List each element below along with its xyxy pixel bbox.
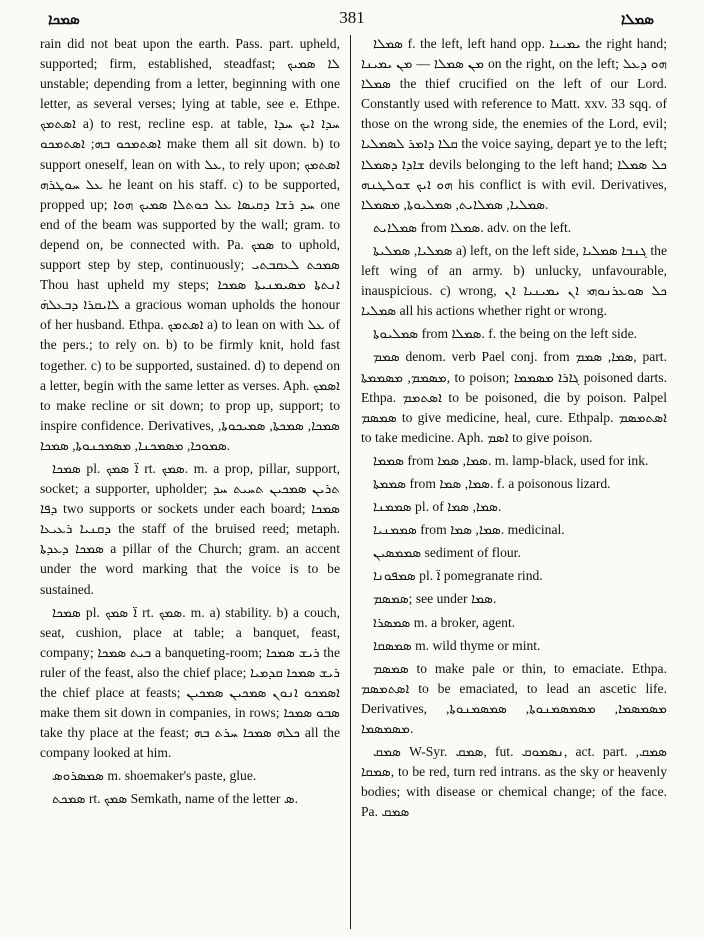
column-divider [350,35,351,929]
entry-semala-left: ܣܡܠܐ f. the left, left hand opp. ܝܡܝܢܐ the right hand; ܡܢ ܣܡܠܐ — ܡܢ ܝܡܝܢܐ on the right, on the left; ܗܘ ܕܥܠ ܣܡܠܐ the thief crucified on the left of our Lord. Constantly used with reference to Matt. xxv. 33 sqq. of those on the wrong side, the enemies of the Lord, evil; ܩܠܐ ܕܐܡܪ ܠܣܡܠܝܐ the voice saying, depart ye to the left; ܫܐܕܐ ܕܣܡܠܐ devils belonging to the left hand; ܟܠ ܣܡܠܐ ܗܘ ܐܝܟ ܫܘܠܛܢܗ his conflict is with evil. Derivatives, ܣܡܠܝܐ, ܣܡܠܐܝܬ, ܣܡܠܝܘܬܐ, ܡܣܡܠܐ. [361,36,667,212]
page-number: 381 [339,8,365,27]
entry-shoemakers-paste: ܣܡܣܪܘܣ m. shoemaker's paste, glue. [52,768,257,784]
entry-plural-of: ܣܡܡܢܐ pl. of ܣܡܐ, ܣܡܐ. [373,499,502,515]
entry-broker: ܣܡܣܪܐ m. a broker, agent. [373,614,516,630]
entry-to-poison: ܣܡܡ denom. verb Pael conj. from ܣܡܐ, ܣܡܡ, part. ܡܣܡܡ, ܡܣܡܡܬܐ, to poison; ܓܐܪܐ ܡܣܡܡܐ poisoned darts. Ethpa. ܐܣܬܡܡ to be poisoned, die by poison. Palpel ܣܡܣܡ to give medicine, heal, cure. Ethpalp. ܐܣܬܡܣܡ to take medicine. Aph. ܐܣܡ to give poison. [361,349,667,445]
header-left-word: ܣܡܟܐ [48,10,80,28]
entry-sediment-of-flour: ܣܡܡܣܝܢ sediment of flour. [373,545,521,561]
entry-emaciate: ܣܡܣܡ to make pale or thin, to emaciate. Ethpa. ܐܣܬܡܣܡ to be emaciated, to lead an ascetic life. Derivatives, ܡܣܡܣܡܐ, ܡܣܡܣܡܢܘܬܐ, ܣܡܣܡܢܘܬܐ, ܡܣܡܣܡܐ. [361,660,667,736]
entry-wild-thyme: ܣܡܣܩܐ m. wild thyme or mint. [373,637,541,653]
entry-samka-prop: ܣܡܟܐ pl. ܐ̈ ܣܡܟ rt. ܣܡܟ. m. a prop, pillar, support, socket; a supporter, upholder; ܬܪܝܢ ܣܡܟܝܢ ܬܚܝܬ ܚܕ ܕܦܐ two supports or sockets under each board; ܣܡܟܐ ܕܩܢܝܐ ܪܥܝܥܐ the staff of the bruised reed; metaph. ܣܡܟܐ ܕܥܕܬܐ a pillar of the Church; gram. an accent under the word marking that the voice is to be sustained. [40,460,341,597]
entry-semkath: ܣܡܟܬ rt. ܣܡܟ Semkath, name of the letter ܣ. [52,791,299,807]
entry-medicinal: ܣܡܡܢܝܐ from ܣܡܐ, ܣܡܐ. medicinal. [373,522,565,538]
entry-samak-continued: rain did not beat upon the earth. Pass. part. upheld, supported; firm, established, steadfast; ܠܐ ܣܡܝܟ unstable; depending from a letter, beginning with one letter, as several verses; lying at table, see e. Ethpe. ܐܣܬܡܟ a) to rest, recline esp. at table, ܚܕܐ ܐܝܟ ܚܕܐ ܐܣܬܡܟܘ ܒܗ; ܐܣܬܡܟܘ make them all sit down. b) to support oneself, lean on with ܥܠ, to rely upon; ܐܣܬܡܟ ܥܠ ܚܘܛܪܗ he leant on his staff. c) to be supported, propped up; ܚܕ ܪܫܐ ܕܩܝܣܐ ܥܠ ܟܘܬܠܐ ܣܡܝܟ ܗܘܐ one end of the beam was supported by the wall; gram. to depend on, be connected with. Pa. ܣܡܟ to uphold, support step by step, continuously; ܣܡܟܬ ܠܥܩܒܬܝ Thou hast upheld my steps; ܐܢܬܬܐ ܡܣܝܡܢܝܬܐ ܣܡܟܐ ܠܐܝܩܪܐ ܕܒܥܠܗ̇ a gracious woman upholds the honour of her husband. Ethpa. ܐܣܬܡܟ a) to lean on with ܥܠ of the pers.; to rely on. b) to be firmly knit, hold fast together. c) to be supported, sustained. d) to depend on a letter, begin with the same letter as verses. Aph. ܐܣܡܟ to make recline or sit down; to prop up, support; to inspire confidence. Derivatives, ܣܡܟܐ, ܣܡܟܬܐ, ܣܡܝܟܘܬܐ, ܣܡܘܟܐ, ܡܣܡܟܢܐ, ܡܣܡܟܢܘܬܐ, ܣܡܟܐ. [40,36,341,453]
entry-left-side: ܣܡܠܝܐ, ܣܡܠܝܬܐ a) left, on the left side, ܓܢܒܐ ܣܡܠܝܐ the left wing of an army. b) unlucky, unfavourable, inauspicious. c) wrong, ܟܠ ܣܘܥܪܢܘܗܝ ܐܢ ܝܡܝܢܝܐ ܐܢ ܣܡܠܝܐ all his actions whether right or wrong. [361,242,668,319]
entry-adv-on-the-left: ܣܡܠܐܝܬ from ܣܡܠܐ. adv. on the left. [373,219,572,235]
entry-poisonous-lizard: ܣܡܡܬܐ from ܣܡܐ, ܣܡܐ. f. a poisonous lizard. [373,475,611,491]
entry-see-under: ܣܡܣܡ; see under ܣܡܐ. [373,591,497,607]
entry-to-be-red: ܣܡܩ W-Syr. ܣܡܩ, fut. ܢܣܡܘܩ, act. part. ܣܡܩ, ܣܡܩܐ, to be red, turn red intrans. as the sky or heavenly bodies; with disease or chemical change; of the face. Pa. ܣܡܩ [361,744,667,820]
header-right-word: ܣܡܠܐ [620,10,654,28]
entry-lamp-black: ܣܡܡܐ from ܣܡܐ, ܣܡܐ. m. lamp-black, used for ink. [373,452,649,468]
entry-pomegranate-rind: ܣܡܦܘܢܐ pl. ܐ̈ pomegranate rind. [373,568,543,584]
left-column [40,34,340,813]
page-header [0,4,704,34]
right-column [361,34,667,825]
entry-being-on-left: ܣܡܠܝܘܬܐ from ܣܡܠܐ. f. the being on the left side. [373,326,638,342]
entry-samka-couch: ܣܡܟܐ pl. ܐ̈ ܣܡܟ rt. ܣܡܟ. m. a) stability. b) a couch, seat, cushion, place at table; a banquet, feast, company; ܒܝܬ ܣܡܟܐ a banqueting-room; ܪܝܫ ܣܡܟܐ the ruler of the feast, also the chief place; ܪܝܫ ܣܡܟܐ ܩܕܡܝܐ the chief place at feasts; ܐܣܡܟܘ ܐܢܘܢ ܣܡܟܝܢ ܣܡܟܝܢ make them sit down in companies, in rows; ܣܒܘ ܣܡܟܐ take thy place at the feast; ܟܠܗ ܣܡܟܐ ܚܪܬ ܒܗ all the company looked at him. [40,604,341,761]
